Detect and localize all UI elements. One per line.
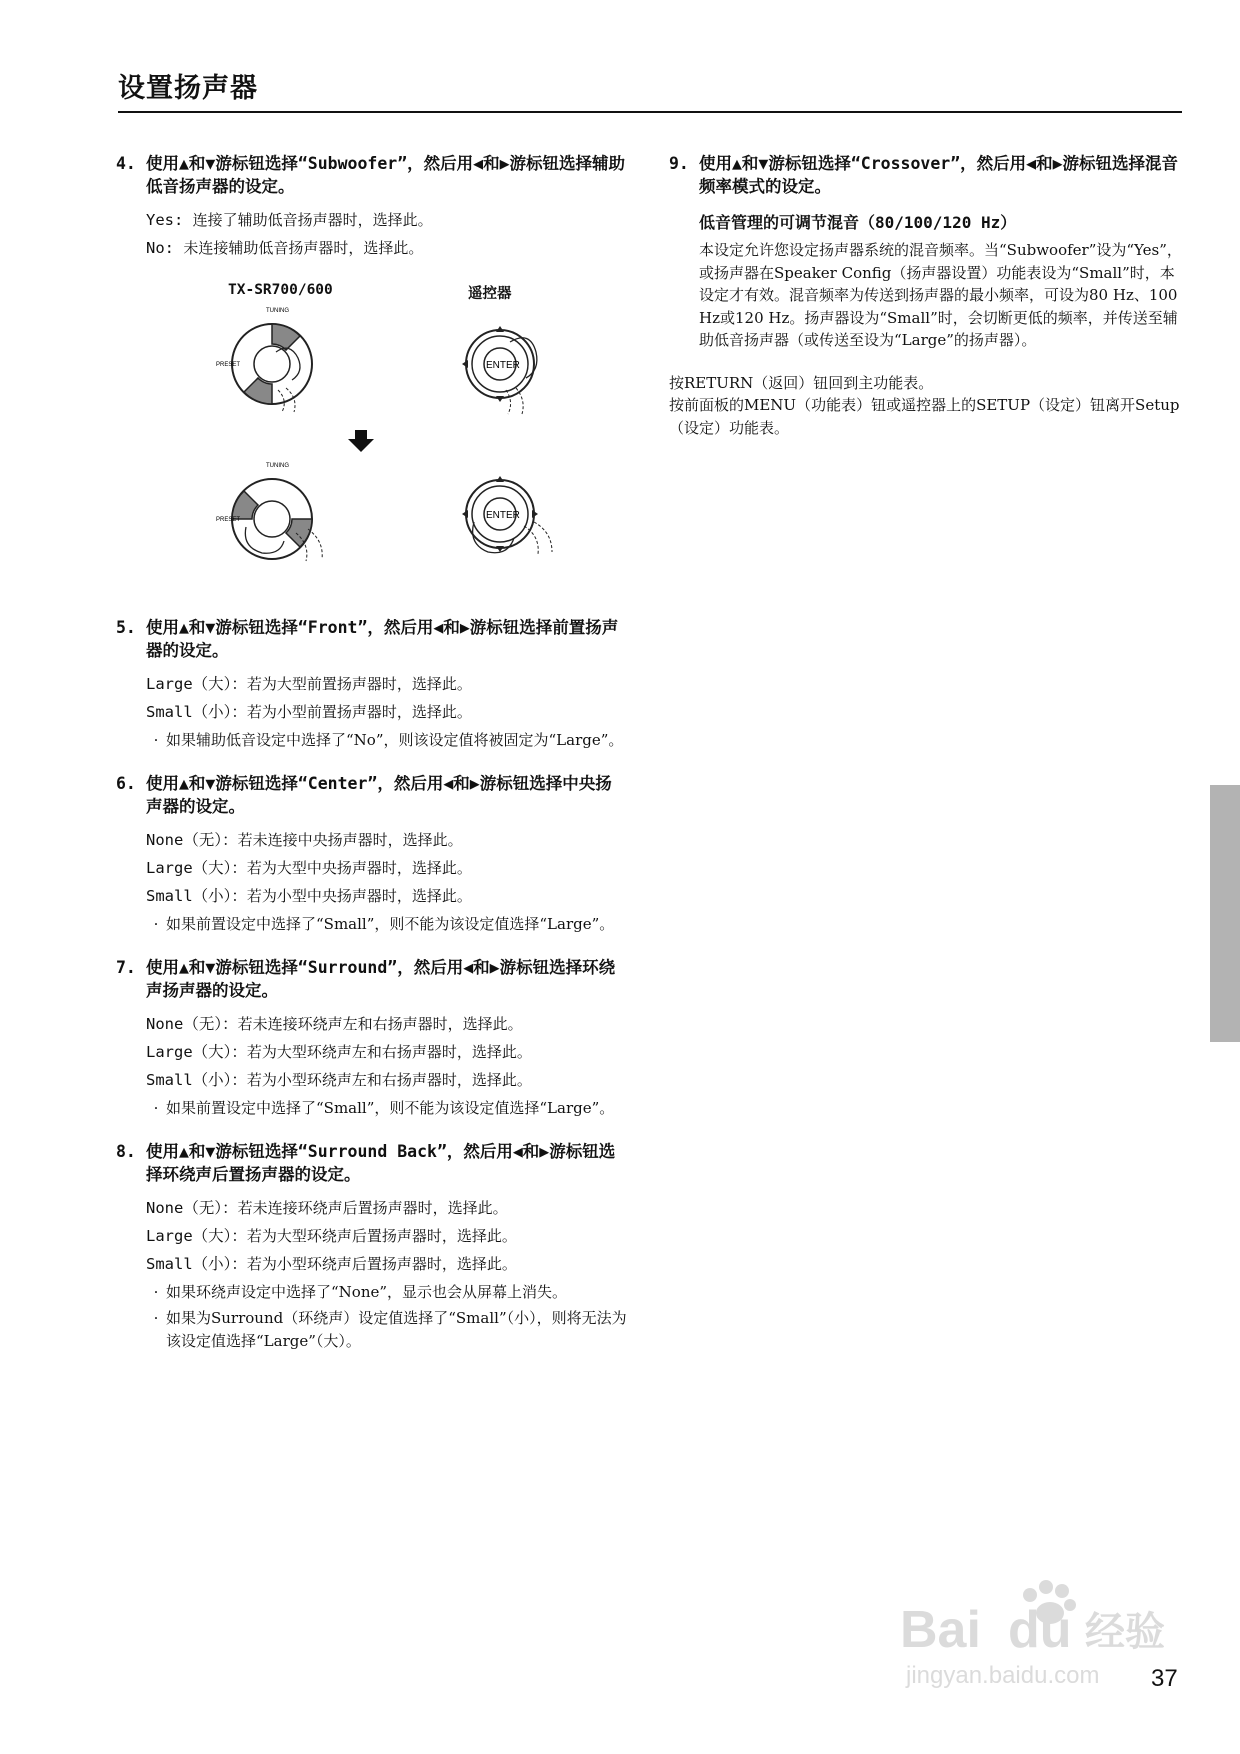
option-no: No: 未连接辅助低音扬声器时，选择此。 (146, 239, 424, 257)
option-none: None（无）：若未连接环绕声左和右扬声器时，选择此。 (146, 1015, 523, 1033)
svg-text:jingyan.baidu.com: jingyan.baidu.com (906, 1662, 1100, 1689)
figure-label-unit: TX-SR700/600 (228, 282, 333, 298)
side-tab (1210, 785, 1240, 1042)
left-column (116, 152, 628, 1373)
option-small: Small（小）：若为小型中央扬声器时，选择此。 (146, 887, 472, 905)
svg-text:ENTER: ENTER (486, 360, 520, 371)
crossover-paragraph: 本设定允许您设定扬声器系统的混音频率。当“Subwoofer”设为“Yes”，或扬声器在Speaker Config（扬声器设置）功能表设为“Small”时，本设定才有效。混音频率为传送到扬声器的最小频率，可设为80 Hz、100 Hz或120 Hz。扬声器设为“Small”时，会切断更低的频率，并传送至辅助低音扬声器（或传送至设为“Large”的扬声器）。 (699, 241, 1182, 349)
option-large: Large（大）：若为大型前置扬声器时，选择此。 (146, 675, 472, 693)
step-4 (116, 152, 628, 262)
step-7 (116, 956, 628, 1120)
figure-label-remote: 遥控器 (468, 286, 512, 302)
title-rule (118, 111, 1182, 113)
note: · 如果辅助低音设定中选择了“No”，则该设定值将被固定为“Large”。 (153, 731, 624, 749)
right-column (669, 152, 1185, 439)
note: · 如果前置设定中选择了“Small”，则不能为该设定值选择“Large”。 (153, 1099, 615, 1117)
note: · 如果为Surround（环绕声）设定值选择了“Small”（小），则将无法为该设定值选择“Large”（大）。 (153, 1309, 627, 1350)
arrow-down-icon (348, 430, 374, 452)
cursor-pad-icon (216, 457, 346, 577)
step-number: 7. (116, 958, 136, 977)
option-large: Large（大）：若为大型环绕声后置扬声器时，选择此。 (146, 1227, 517, 1245)
return-instruction: 按RETURN（返回）钮回到主功能表。 (669, 373, 934, 392)
step-5 (116, 616, 628, 752)
step-number: 5. (116, 618, 136, 637)
step-heading: 使用▲和▼游标钮选择“Crossover”，然后用◀和▶游标钮选择混音频率模式的设定。 (699, 154, 1179, 196)
svg-text:du: du (1008, 1601, 1072, 1659)
option-small: Small（小）：若为小型环绕声后置扬声器时，选择此。 (146, 1255, 517, 1273)
step-number: 4. (116, 154, 136, 173)
step-9 (669, 152, 1185, 352)
step-8 (116, 1140, 628, 1353)
cursor-pad-icon (216, 302, 336, 422)
note: · 如果环绕声设定中选择了“None”，显示也会从屏幕上消失。 (153, 1283, 568, 1301)
svg-text:PRESET: PRESET (216, 362, 241, 368)
control-figure (116, 282, 628, 600)
step-heading: 使用▲和▼游标钮选择“Front”，然后用◀和▶游标钮选择前置扬声器的设定。 (146, 618, 619, 660)
page-title: 设置扬声器 (118, 73, 258, 104)
crossover-subheading: 低音管理的可调节混音（80/100/120 Hz） (699, 213, 1017, 232)
option-small: Small（小）：若为小型前置扬声器时，选择此。 (146, 703, 472, 721)
svg-text:ENTER: ENTER (486, 510, 520, 521)
svg-text:PRESET: PRESET (216, 517, 241, 523)
exit-instruction: 按前面板的MENU（功能表）钮或遥控器上的SETUP（设定）钮离开Setup（设定）功能表。 (669, 396, 1180, 437)
step-number: 9. (669, 154, 689, 173)
note: · 如果前置设定中选择了“Small”，则不能为该设定值选择“Large”。 (153, 915, 615, 933)
option-large: Large（大）：若为大型环绕声左和右扬声器时，选择此。 (146, 1043, 532, 1061)
svg-text:Bai: Bai (900, 1601, 981, 1659)
option-none: None（无）：若未连接中央扬声器时，选择此。 (146, 831, 463, 849)
remote-enter-icon (448, 312, 558, 422)
step-number: 6. (116, 774, 136, 793)
step-number: 8. (116, 1142, 136, 1161)
option-yes: Yes: 连接了辅助低音扬声器时，选择此。 (146, 211, 433, 229)
step-6 (116, 772, 628, 936)
step-heading: 使用▲和▼游标钮选择“Subwoofer”，然后用◀和▶游标钮选择辅助低音扬声器的设定。 (146, 154, 626, 196)
page-number: 37 (1151, 1665, 1178, 1692)
remote-enter-icon (448, 462, 578, 572)
step-heading: 使用▲和▼游标钮选择“Center”，然后用◀和▶游标钮选择中央扬声器的设定。 (146, 774, 612, 816)
svg-text:经验: 经验 (1085, 1609, 1165, 1655)
option-large: Large（大）：若为大型中央扬声器时，选择此。 (146, 859, 472, 877)
step-heading: 使用▲和▼游标钮选择“Surround”，然后用◀和▶游标钮选择环绕声扬声器的设定。 (146, 958, 616, 1000)
option-small: Small（小）：若为小型环绕声左和右扬声器时，选择此。 (146, 1071, 532, 1089)
svg-text:TUNING: TUNING (266, 308, 289, 314)
step-heading: 使用▲和▼游标钮选择“Surround Back”，然后用◀和▶游标钮选择环绕声后置扬声器的设定。 (146, 1142, 616, 1184)
option-none: None（无）：若未连接环绕声后置扬声器时，选择此。 (146, 1199, 508, 1217)
svg-text:TUNING: TUNING (266, 463, 289, 469)
